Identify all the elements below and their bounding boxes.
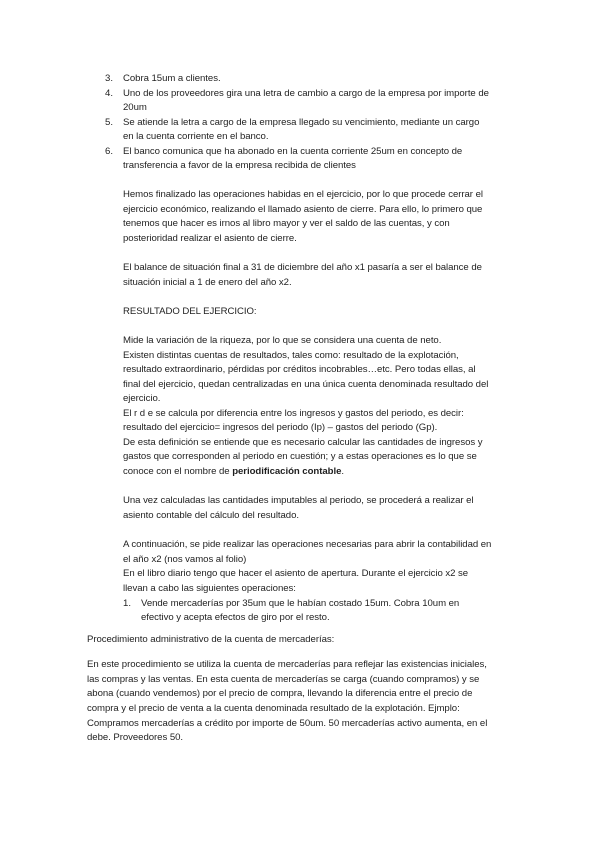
section-heading: Procedimiento administrativo de la cuenta de mercaderías:	[87, 634, 335, 645]
paragraph-line	[123, 466, 344, 478]
paragraph-line: Existen distintas cuentas de resultados, tales como: resultado de la explotación,	[123, 350, 459, 361]
paragraph-line: Hemos finalizado las operaciones habidas en el ejercicio, por lo que procede cerrar el	[123, 189, 483, 200]
list-item-number: 3.	[105, 73, 114, 84]
list-item-text: Vende mercaderías por 35um que le habían costado 15um. Cobra 10um en	[141, 598, 460, 609]
list-item-text: 20um	[123, 102, 147, 113]
paragraph-line: asiento contable del cálculo del resultado.	[123, 510, 299, 521]
bold-term: periodificación contable	[232, 466, 342, 477]
paragraph-line: resultado extraordinario, pérdidas por créditos incobrables…etc. Pero todas ellas, al	[123, 364, 476, 375]
paragraph-line: De esta definición se entiende que es necesario calcular las cantidades de ingresos y	[123, 437, 483, 448]
list-item-text: en la cuenta corriente en el banco.	[123, 131, 269, 142]
list-item-number: 5.	[105, 117, 114, 128]
paragraph-line: En este procedimiento se utiliza la cuenta de mercaderías para reflejar las existencias iniciales,	[87, 659, 487, 670]
paragraph-line: debe. Proveedores 50.	[87, 732, 184, 743]
list-item-number: 1.	[123, 598, 132, 609]
paragraph-line: tenemos que hacer es irnos al libro mayor y ver el saldo de las cuentas, y con	[123, 218, 450, 229]
list-item-text: El banco comunica que ha abonado en la cuenta corriente 25um en concepto de	[123, 146, 463, 157]
list-item-text: transferencia a favor de la empresa recibida de clientes	[123, 160, 356, 171]
paragraph-line: posterioridad realizar el asiento de cierre.	[123, 233, 297, 244]
list-item-text: Cobra 15um a clientes.	[123, 73, 221, 84]
paragraph-line: gastos que corresponden al periodo en cuestión; y a estas operaciones es lo que se	[123, 451, 477, 462]
section-heading: RESULTADO DEL EJERCICIO:	[123, 306, 257, 317]
paragraph-line: ejercicio económico, realizando el llamado asiento de cierre. Para ello, lo primero que	[123, 204, 483, 215]
paragraph-line: Mide la variación de la riqueza, por lo que se considera una cuenta de neto.	[123, 335, 442, 346]
paragraph-line: El r d e se calcula por diferencia entre los ingresos y gastos del periodo, es decir:	[123, 408, 464, 419]
paragraph-line: A continuación, se pide realizar las operaciones necesarias para abrir la contabilidad en	[123, 539, 492, 550]
paragraph-line: las compras y las ventas. En esta cuenta de mercaderías se carga (cuando compramos) y se	[87, 674, 480, 685]
paragraph-line: Una vez calculadas las cantidades imputables al periodo, se procederá a realizar el	[123, 495, 474, 506]
paragraph-line: resultado del ejercicio= ingresos del periodo (Ip) – gastos del periodo (Gp).	[123, 422, 438, 433]
paragraph-line: Compramos mercaderías a crédito por importe de 50um. 50 mercaderías activo aumenta, en el	[87, 718, 488, 729]
list-item-text: Uno de los proveedores gira una letra de cambio a cargo de la empresa por importe de	[123, 88, 489, 99]
list-item-number: 4.	[105, 88, 114, 99]
paragraph-line: En el libro diario tengo que hacer el asiento de apertura. Durante el ejercicio x2 se	[123, 568, 469, 579]
paragraph-line: abona (cuando vendemos) por el precio de compra, llevando la diferencia entre el precio de	[87, 688, 473, 699]
list-item-text: Se atiende la letra a cargo de la empresa llegado su vencimiento, mediante un cargo	[123, 117, 480, 128]
paragraph-line: El balance de situación final a 31 de diciembre del año x1 pasaría a ser el balance de	[123, 262, 482, 273]
paragraph-line: llevan a cabo las siguientes operaciones:	[123, 583, 296, 594]
paragraph-text: conoce con el nombre de	[123, 466, 233, 477]
paragraph-line: el año x2 (nos vamos al folio)	[123, 554, 247, 565]
paragraph-line: final del ejercicio, quedan centralizadas en una única cuenta denominada resultado del	[123, 379, 489, 390]
paragraph-line: ejercicio.	[123, 393, 161, 404]
paragraph-text: .	[341, 466, 344, 477]
list-item-text: efectivo y acepta efectos de giro por el resto.	[141, 612, 330, 623]
paragraph-line: situación inicial a 1 de enero del año x2.	[123, 277, 292, 288]
paragraph-line: compra y el precio de venta a la cuenta denominada resultado de la explotación. Ejmplo:	[87, 703, 460, 714]
list-item-number: 6.	[105, 146, 114, 157]
